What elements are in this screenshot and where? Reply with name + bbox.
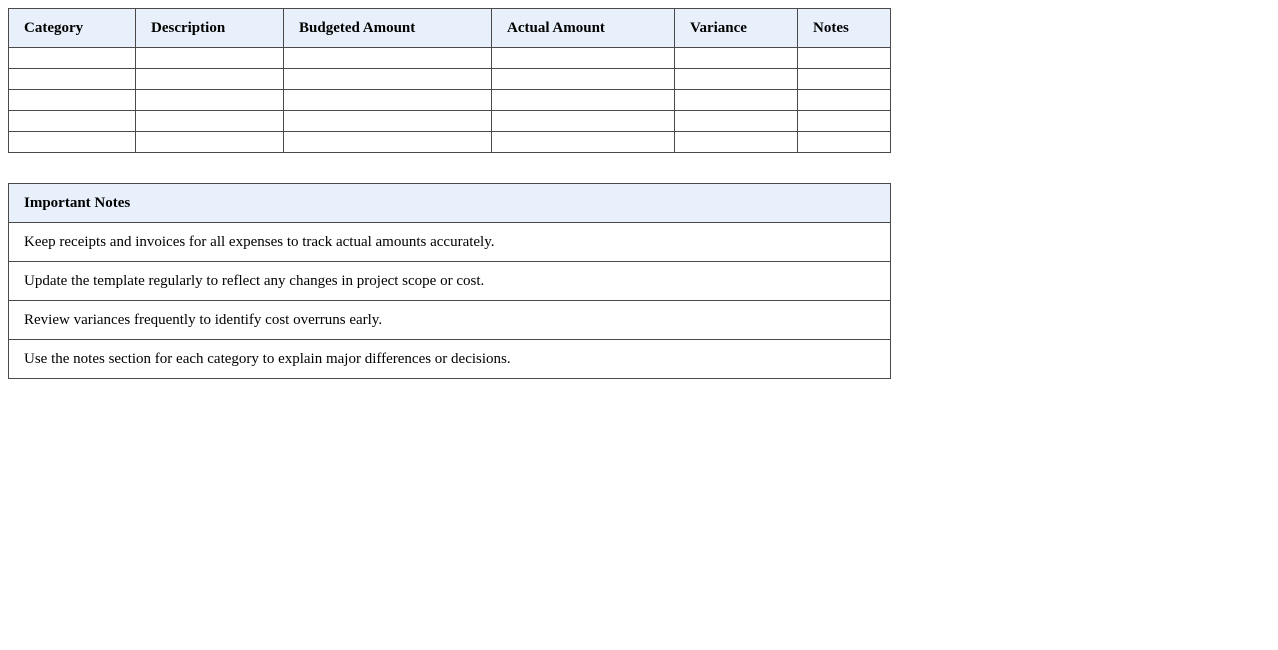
cell-category[interactable] [9,90,136,111]
cell-variance[interactable] [675,69,798,90]
note-text: Use the notes section for each category to explain major differences or decisions. [9,340,891,379]
cell-variance[interactable] [675,111,798,132]
table-row [9,132,891,153]
notes-header-row [9,184,891,223]
header-variance: Variance [675,9,798,48]
cell-notes[interactable] [798,111,891,132]
note-text: Keep receipts and invoices for all expenses to track actual amounts accurately. [9,223,891,262]
cell-notes[interactable] [798,48,891,69]
cell-category[interactable] [9,69,136,90]
cell-budgeted-amount[interactable] [284,132,492,153]
note-text: Update the template regularly to reflect any changes in project scope or cost. [9,262,891,301]
table-row [9,90,891,111]
cell-actual-amount[interactable] [492,132,675,153]
cell-actual-amount[interactable] [492,69,675,90]
cell-variance[interactable] [675,132,798,153]
header-notes: Notes [798,9,891,48]
cell-description[interactable] [136,69,284,90]
table-row [9,69,891,90]
list-item [9,301,891,340]
cell-budgeted-amount[interactable] [284,90,492,111]
cell-budgeted-amount[interactable] [284,111,492,132]
cell-notes[interactable] [798,132,891,153]
table-row [9,111,891,132]
important-notes-table [8,183,891,379]
cell-actual-amount[interactable] [492,111,675,132]
budget-table [8,8,891,153]
cell-category[interactable] [9,48,136,69]
cell-budgeted-amount[interactable] [284,48,492,69]
notes-title: Important Notes [9,184,891,223]
cell-notes[interactable] [798,69,891,90]
header-actual-amount: Actual Amount [492,9,675,48]
cell-variance[interactable] [675,48,798,69]
header-budgeted-amount: Budgeted Amount [284,9,492,48]
cell-category[interactable] [9,132,136,153]
cell-description[interactable] [136,132,284,153]
cell-description[interactable] [136,90,284,111]
table-row [9,48,891,69]
cell-actual-amount[interactable] [492,90,675,111]
budget-header-row [9,9,891,48]
header-description: Description [136,9,284,48]
cell-notes[interactable] [798,90,891,111]
list-item [9,262,891,301]
cell-category[interactable] [9,111,136,132]
cell-description[interactable] [136,48,284,69]
header-category: Category [9,9,136,48]
cell-description[interactable] [136,111,284,132]
list-item [9,223,891,262]
note-text: Review variances frequently to identify cost overruns early. [9,301,891,340]
list-item [9,340,891,379]
cell-actual-amount[interactable] [492,48,675,69]
cell-budgeted-amount[interactable] [284,69,492,90]
cell-variance[interactable] [675,90,798,111]
